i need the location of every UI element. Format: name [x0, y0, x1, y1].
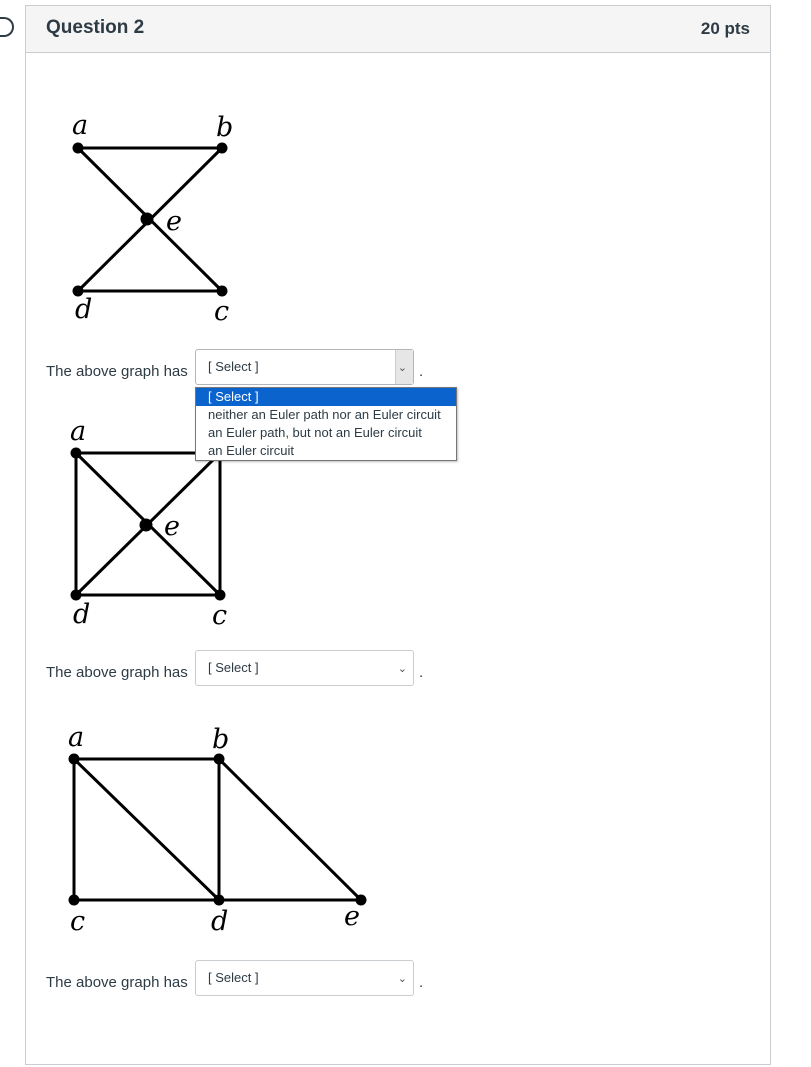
question-flag-icon[interactable] [0, 17, 14, 37]
select-graph-3[interactable] [195, 960, 414, 996]
select-graph-1[interactable] [195, 349, 414, 385]
edge-b-e [219, 759, 361, 900]
label-e: e [166, 206, 182, 237]
graph-1-svg [60, 108, 260, 328]
label-a: a [70, 416, 87, 447]
chevron-down-icon: ⌄ [397, 663, 407, 675]
chevron-down-icon: ⌄ [397, 973, 407, 985]
node-c [217, 286, 228, 297]
dropdown-option-euler-circuit[interactable]: an Euler circuit [208, 443, 294, 458]
sentence-3: The above graph has [46, 974, 188, 991]
chevron-down-icon: ⌄ [397, 362, 407, 374]
graph-3-svg [56, 720, 396, 940]
label-c: c [212, 600, 228, 631]
label-b: b [212, 724, 230, 755]
select-3-value: [ Select ] [208, 970, 259, 985]
node-a [73, 143, 84, 154]
select-1-value: [ Select ] [208, 359, 259, 374]
label-c: c [70, 906, 86, 937]
label-e: e [164, 511, 180, 542]
period-2: . [419, 664, 424, 681]
node-b [214, 754, 225, 765]
node-a [71, 448, 82, 459]
sentence-1: The above graph has [46, 363, 188, 380]
label-d: d [211, 906, 229, 937]
node-d [214, 895, 225, 906]
dropdown-option-neither[interactable]: neither an Euler path nor an Euler circuit [208, 407, 441, 422]
period-3: . [419, 974, 424, 991]
label-a: a [72, 110, 89, 141]
node-c [69, 895, 80, 906]
node-c [215, 590, 226, 601]
node-e [141, 213, 154, 226]
label-d: d [75, 294, 93, 325]
graph-1 [60, 108, 260, 328]
question-points: 20 pts [700, 19, 750, 38]
label-d: d [73, 599, 91, 630]
node-b [217, 143, 228, 154]
select-2-value: [ Select ] [208, 660, 259, 675]
dropdown-option-euler-path[interactable]: an Euler path, but not an Euler circuit [208, 425, 422, 440]
sentence-2: The above graph has [46, 664, 188, 681]
question-header [26, 6, 770, 53]
label-a: a [68, 722, 85, 753]
select-1-dropdown-list [195, 387, 457, 461]
label-b: b [216, 112, 234, 143]
node-e [140, 519, 153, 532]
dropdown-option-select[interactable]: [ Select ] [196, 388, 456, 406]
label-e: e [344, 901, 360, 932]
label-c: c [214, 296, 230, 327]
select-graph-2[interactable] [195, 650, 414, 686]
question-title: Question 2 [46, 17, 145, 38]
node-a [69, 754, 80, 765]
graph-3 [56, 720, 396, 940]
period-1: . [419, 363, 424, 380]
edge-a-d [74, 759, 219, 900]
